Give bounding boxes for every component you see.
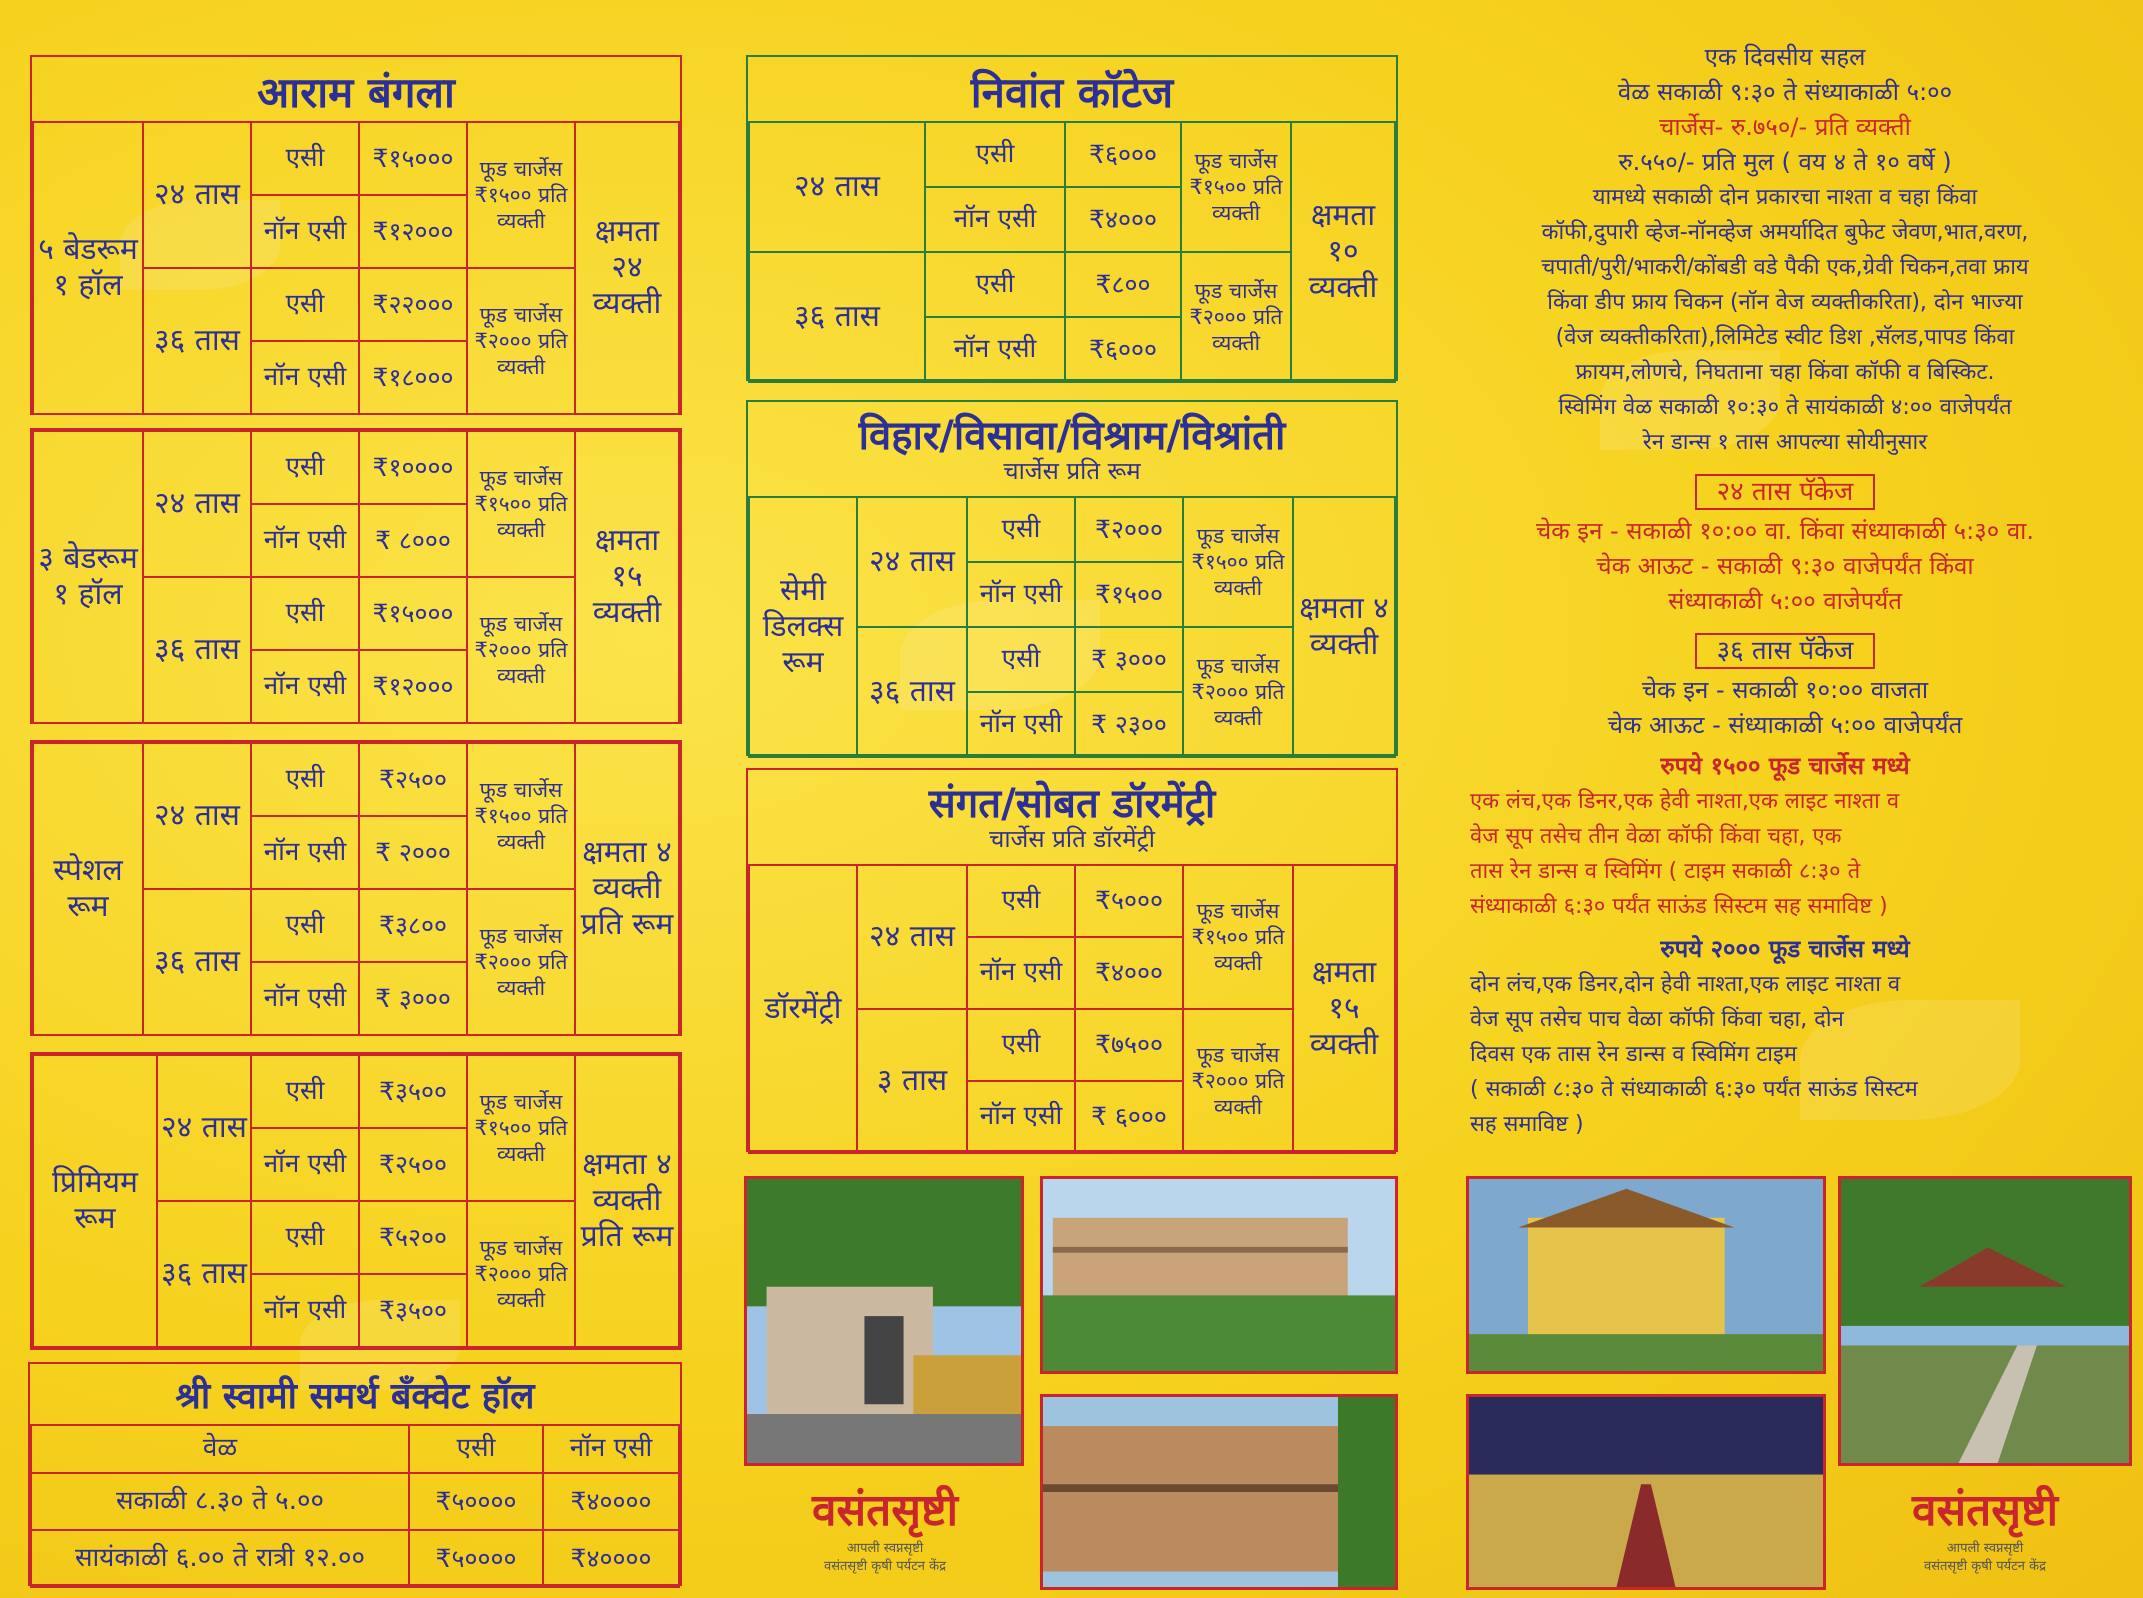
ac-label: एसी [251, 122, 359, 195]
nonac-label: नॉन एसी [251, 816, 359, 889]
nonac-label: नॉन एसी [967, 562, 1075, 627]
nonac-price: ₹१२००० [359, 195, 467, 268]
logo-subtitle: वसंतसृष्टी कृषी पर्यटन केंद्र [823, 1559, 946, 1574]
photo-cottage [744, 1176, 1024, 1466]
day-trip-title: एक दिवसीय सहल [1704, 43, 1866, 71]
ac-price: ₹६००० [1065, 122, 1181, 187]
logo-subtitle: वसंतसृष्टी कृषी पर्यटन केंद्र [1923, 1559, 2046, 1574]
logo-name: वसंतसृष्टी [1911, 1485, 2059, 1536]
ac-label: एसी [967, 627, 1075, 692]
header-nonac: नॉन एसी [543, 1425, 679, 1473]
charges-child: रु.५५०/- प्रति मुल ( वय ४ ते १० वर्षे ) [1618, 148, 1952, 176]
nonac-price: ₹ २००० [359, 816, 467, 889]
food-charges: फूड चार्जेस ₹१५०० प्रति व्यक्ती [467, 743, 575, 889]
package-36-badge: ३६ तास पॅकेज [1695, 633, 1876, 669]
vihar-subtitle: चार्जेस प्रति रूम [1003, 457, 1141, 485]
premium-table [32, 1054, 680, 1348]
room-type: ३ बेडरूम १ हॉल [33, 431, 143, 723]
sangat-table [748, 864, 1396, 1154]
food-charges: फूड चार्जेस ₹१५०० प्रति व्यक्ती [1181, 122, 1291, 252]
room-type: स्पेशल रूम [33, 743, 143, 1035]
nonac-label: नॉन एसी [251, 962, 359, 1035]
photo-villa [1466, 1176, 1826, 1374]
hours: २४ तास [857, 497, 967, 627]
ac-label: एसी [251, 268, 359, 341]
nonac-price: ₹ ३००० [359, 962, 467, 1035]
hours: ३६ तास [143, 577, 251, 723]
hours: ३६ तास [749, 252, 925, 382]
rain-dance: रेन डान्स १ तास आपल्या सोयीनुसार [1642, 430, 1928, 455]
capacity: क्षमता १० व्यक्ती [1291, 122, 1395, 382]
food-charges: फूड चार्जेस ₹१५०० प्रति व्यक्ती [467, 431, 575, 577]
pkg24-line: चेक इन - सकाळी १०:०० वा. किंवा संध्याकाळी ५:३० वा. [1535, 517, 2035, 545]
room-type: डॉरमेंट्री [749, 865, 857, 1153]
food-charges: फूड चार्जेस ₹२००० प्रति व्यक्ती [1183, 1009, 1293, 1153]
ac-label: एसी [967, 497, 1075, 562]
nonac-label: नॉन एसी [925, 187, 1065, 252]
hours: २४ तास [749, 122, 925, 252]
ac-price: ₹३८०० [359, 889, 467, 962]
food-charges: फूड चार्जेस ₹१५०० प्रति व्यक्ती [1183, 497, 1293, 627]
hours: २४ तास [157, 1055, 251, 1201]
special-room-section [30, 740, 682, 1036]
sangat-title: संगत/सोबत डॉरमेंट्री [928, 781, 1216, 827]
photo-building-2 [1040, 1394, 1398, 1590]
nonac-price: ₹६००० [1065, 317, 1181, 382]
food-charges: फूड चार्जेस ₹२००० प्रति व्यक्ती [1181, 252, 1291, 382]
nonac-label: नॉन एसी [251, 195, 359, 268]
nonac-label: नॉन एसी [251, 1274, 359, 1347]
nonac-label: नॉन एसी [251, 504, 359, 577]
ac-label: एसी [251, 1201, 359, 1274]
nonac-price: ₹१८००० [359, 341, 467, 414]
ac-price: ₹१५००० [359, 122, 467, 195]
nonac-price: ₹ ८००० [359, 504, 467, 577]
day-trip-time: वेळ सकाळी ९:३० ते संध्याकाळी ५:०० [1617, 78, 1953, 106]
capacity: क्षमता २४ व्यक्ती [575, 122, 679, 414]
food-2000-line: ( सकाळी ८:३० ते संध्याकाळी ६:३० पर्यंत साऊंड सिस्टम [1470, 1077, 1918, 1102]
nivant-table [748, 121, 1396, 383]
ac-label: एसी [967, 865, 1075, 937]
ac-price: ₹८०० [1065, 252, 1181, 317]
time: सायंकाळी ६.०० ते रात्री १२.०० [31, 1530, 409, 1587]
food-2000-title: रुपये २००० फूड चार्जेस मध्ये [1660, 935, 1910, 963]
food-1500-line: तास रेन डान्स व स्विमिंग ( टाइम सकाळी ८:३० ते [1470, 859, 1861, 884]
logo-middle [790, 1478, 980, 1574]
hours: ३६ तास [857, 627, 967, 757]
sangat-section [746, 768, 1398, 1152]
right-column [1440, 40, 2130, 1142]
food-2000-line: वेज सूप तसेच पाच वेळा कॉफी किंवा चहा, दोन [1470, 1007, 1844, 1032]
photo-building-1 [1040, 1176, 1398, 1374]
food-1500-title: रुपये १५०० फूड चार्जेस मध्ये [1660, 752, 1910, 780]
ac-price: ₹१०००० [359, 431, 467, 504]
ac-label: एसी [251, 889, 359, 962]
room-type: ५ बेडरूम १ हॉल [33, 122, 143, 414]
food-1500-line: वेज सूप तसेच तीन वेळा कॉफी किंवा चहा, एक [1470, 824, 1842, 849]
vihar-section [746, 400, 1398, 756]
ac-price: ₹५२०० [359, 1201, 467, 1274]
banquet-section [28, 1362, 682, 1586]
time: सकाळी ८.३० ते ५.०० [31, 1473, 409, 1530]
premium-room-section [30, 1052, 682, 1350]
nonac-price: ₹४०००० [543, 1473, 679, 1530]
food-1500-line: संध्याकाळी ६:३० पर्यंत साऊंड सिस्टम सह समाविष्ट ) [1470, 894, 1888, 919]
ac-label: एसी [251, 743, 359, 816]
room-type: प्रिमियम रूम [33, 1055, 157, 1347]
nonac-price: ₹३५०० [359, 1274, 467, 1347]
ac-price: ₹२००० [1075, 497, 1183, 562]
nonac-price: ₹४००० [1065, 187, 1181, 252]
ac-label: एसी [925, 122, 1065, 187]
food-charges: फूड चार्जेस ₹१५०० प्रति व्यक्ती [467, 1055, 575, 1201]
hours: २४ तास [857, 865, 967, 1009]
swimming-time: स्विमिंग वेळ सकाळी १०:३० ते सायंकाळी ४:०० वाजेपर्यंत [1558, 395, 2012, 420]
nonac-price: ₹ ६००० [1075, 1081, 1183, 1153]
nonac-price: ₹ २३०० [1075, 692, 1183, 757]
capacity: क्षमता १५ व्यक्ती [575, 431, 679, 723]
nonac-price: ₹१२००० [359, 650, 467, 723]
ac-price: ₹२५०० [359, 743, 467, 816]
ac-label: एसी [251, 577, 359, 650]
ac-price: ₹३५०० [359, 1055, 467, 1128]
food-charges: फूड चार्जेस ₹२००० प्रति व्यक्ती [467, 268, 575, 414]
nonac-label: नॉन एसी [251, 341, 359, 414]
hours: ३६ तास [157, 1201, 251, 1347]
aaram-table-2 [32, 430, 680, 724]
aaram-table-1 [32, 121, 680, 415]
header-ac: एसी [409, 1425, 543, 1473]
food-charges: फूड चार्जेस ₹२००० प्रति व्यक्ती [1183, 627, 1293, 757]
nonac-label: नॉन एसी [967, 937, 1075, 1009]
desc-line: कॉफी,दुपारी व्हेज-नॉनव्हेज अमर्यादित बुफेट जेवण,भात,वरण, [1541, 220, 2029, 245]
food-charges: फूड चार्जेस ₹२००० प्रति व्यक्ती [467, 1201, 575, 1347]
banquet-title: श्री स्वामी समर्थ बँक्वेट हॉल [175, 1376, 535, 1417]
nonac-label: नॉन एसी [925, 317, 1065, 382]
capacity: क्षमता ४ व्यक्ती [1293, 497, 1395, 757]
three-bhk-section [30, 428, 682, 724]
nonac-label: नॉन एसी [967, 1081, 1075, 1153]
food-charges: फूड चार्जेस ₹१५०० प्रति व्यक्ती [1183, 865, 1293, 1009]
nonac-price: ₹४००० [1075, 937, 1183, 1009]
vihar-table [748, 496, 1396, 758]
logo-tagline: आपली स्वप्नसृष्टी [846, 1541, 924, 1556]
desc-line: फ्रायम,लोणचे, निघताना चहा किंवा कॉफी व बिस्किट. [1575, 360, 1995, 385]
logo-tagline: आपली स्वप्नसृष्टी [1946, 1541, 2024, 1556]
food-2000-line: दोन लंच,एक डिनर,दोन हेवी नाश्ता,एक लाइट नाश्ता व [1470, 972, 1901, 997]
header-time: वेळ [31, 1425, 409, 1473]
capacity: क्षमता ४ व्यक्ती प्रति रूम [575, 1055, 679, 1347]
ac-price: ₹१५००० [359, 577, 467, 650]
pkg36-line: चेक इन - सकाळी १०:०० वाजता [1641, 676, 1929, 704]
desc-line: किंवा डीप फ्राय चिकन (नॉन वेज व्यक्तीकरिता), दोन भाज्या [1547, 290, 2023, 315]
hours: २४ तास [143, 122, 251, 268]
ac-label: एसी [251, 1055, 359, 1128]
photo-banquet-hall [1466, 1394, 1826, 1590]
pkg24-line: संध्याकाळी ५:०० वाजेपर्यंत [1668, 587, 1902, 615]
food-1500-line: एक लंच,एक डिनर,एक हेवी नाश्ता,एक लाइट नाश्ता व [1470, 789, 1900, 814]
charges-adult: चार्जेस- रु.७५०/- प्रति व्यक्ती [1659, 113, 1911, 141]
nonac-price: ₹२५०० [359, 1128, 467, 1201]
sangat-subtitle: चार्जेस प्रति डॉरमेंट्री [989, 825, 1155, 853]
capacity: क्षमता ४ व्यक्ती प्रति रूम [575, 743, 679, 1035]
banquet-table [30, 1424, 680, 1588]
ac-label: एसी [251, 431, 359, 504]
aaram-bangla-section [30, 55, 682, 415]
photo-garden [1838, 1176, 2132, 1466]
desc-line: (वेज व्यक्तीकरिता),लिमिटेड स्वीट डिश ,सॅलड,पापड किंवा [1555, 325, 2015, 350]
desc-line: यामध्ये सकाळी दोन प्रकारचा नाश्ता व चहा किंवा [1592, 185, 1978, 210]
nonac-label: नॉन एसी [251, 1128, 359, 1201]
food-charges: फूड चार्जेस ₹१५०० प्रति व्यक्ती [467, 122, 575, 268]
logo-right [1890, 1478, 2080, 1574]
food-2000-line: दिवस एक तास रेन डान्स व स्विमिंग टाइम [1470, 1042, 1797, 1067]
nonac-label: नॉन एसी [967, 692, 1075, 757]
ac-price: ₹५०००० [409, 1473, 543, 1530]
ac-price: ₹५०००० [409, 1530, 543, 1587]
hours: ३६ तास [143, 889, 251, 1035]
ac-price: ₹२२००० [359, 268, 467, 341]
ac-price: ₹ ३००० [1075, 627, 1183, 692]
ac-price: ₹५००० [1075, 865, 1183, 937]
hours: ३ तास [857, 1009, 967, 1153]
ac-label: एसी [967, 1009, 1075, 1081]
food-charges: फूड चार्जेस ₹२००० प्रति व्यक्ती [467, 889, 575, 1035]
capacity: क्षमता १५ व्यक्ती [1293, 865, 1395, 1153]
food-charges: फूड चार्जेस ₹२००० प्रति व्यक्ती [467, 577, 575, 723]
hours: ३६ तास [143, 268, 251, 414]
special-table [32, 742, 680, 1036]
ac-price: ₹७५०० [1075, 1009, 1183, 1081]
food-2000-line: सह समाविष्ट ) [1470, 1112, 1584, 1137]
pkg36-line: चेक आऊट - संध्याकाळी ५:०० वाजेपर्यंत [1607, 711, 1963, 739]
aaram-title: आराम बंगला [257, 68, 455, 117]
nivant-title: निवांत कॉटेज [970, 68, 1174, 117]
nonac-price: ₹१५०० [1075, 562, 1183, 627]
pkg24-line: चेक आऊट - सकाळी ९:३० वाजेपर्यंत किंवा [1596, 552, 1974, 580]
nivant-section [746, 55, 1398, 381]
nonac-label: नॉन एसी [251, 650, 359, 723]
hours: २४ तास [143, 743, 251, 889]
logo-name: वसंतसृष्टी [811, 1485, 959, 1536]
desc-line: चपाती/पुरी/भाकरी/कोंबडी वडे पैकी एक,ग्रेवी चिकन,तवा फ्राय [1541, 255, 2029, 280]
ac-label: एसी [925, 252, 1065, 317]
package-24-badge: २४ तास पॅकेज [1695, 474, 1876, 510]
nonac-price: ₹४०००० [543, 1530, 679, 1587]
vihar-title: विहार/विसावा/विश्राम/विश्रांती [858, 413, 1286, 459]
hours: २४ तास [143, 431, 251, 577]
room-type: सेमी डिलक्स रूम [749, 497, 857, 757]
